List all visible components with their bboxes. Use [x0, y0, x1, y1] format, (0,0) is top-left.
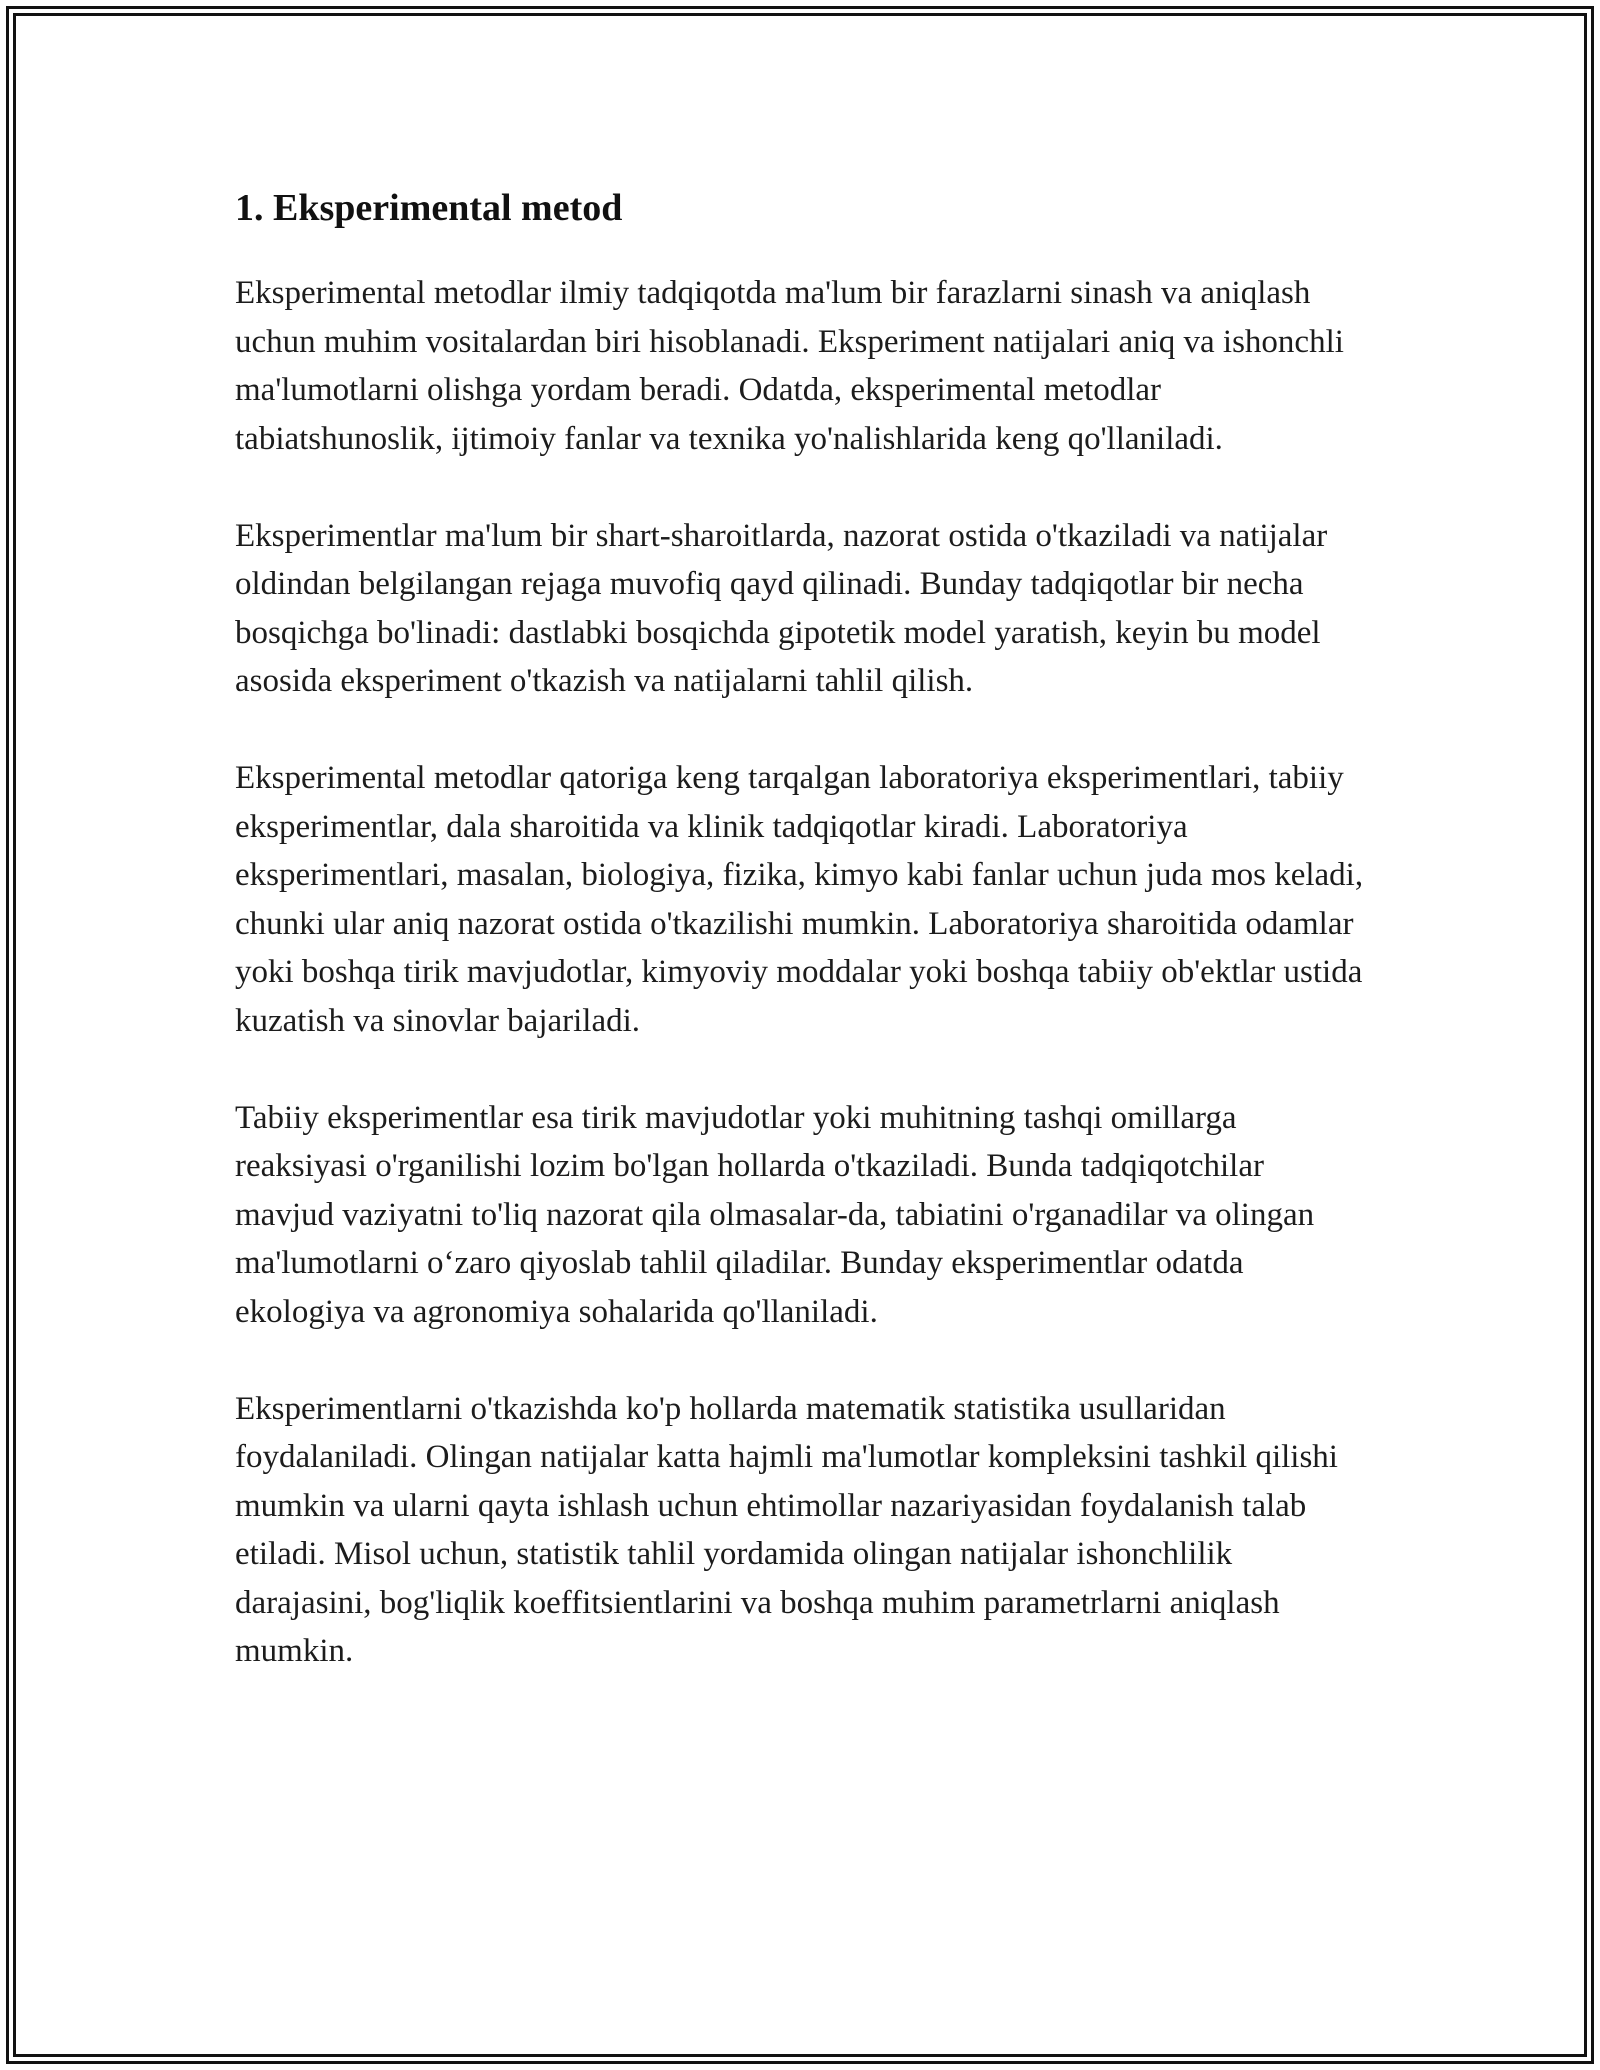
document-body: [235, 185, 1365, 1676]
paragraph-laboratory: Eksperimental metodlar qatoriga keng tarqalgan laboratoriya eksperimentlari, tabiiy eksperimentlar, dala sharoitida va klinik tadqiqotlar kiradi. Laboratoriya eksperimentlari, masalan, biologiya, fizika, kimyo kabi fanlar uchun juda mos keladi, chunki ular aniq nazorat ostida o'tkazilishi mumkin. Laboratoriya sharoitida odamlar yoki boshqa tirik mavjudotlar, kimyoviy moddalar yoki boshqa tabiiy ob'ektlar ustida kuzatish va sinovlar bajariladi.: [235, 760, 1364, 1039]
paragraph-natural: Tabiiy eksperimentlar esa tirik mavjudotlar yoki muhitning tashqi omillarga reaksiyasi o'rganilishi lozim bo'lgan hollarda o'tkaziladi. Bunda tadqiqotchilar mavjud vaziyatni to'liq nazorat qila olmasalar-da, tabiatini o'rganadilar va olingan ma'lumotlarni o‘zaro qiyoslab tahlil qiladilar. Bunday eksperimentlar odatda ekologiya va agronomiya sohalarida qo'llaniladi.: [235, 1099, 1315, 1330]
paragraph-conditions: Eksperimentlar ma'lum bir shart-sharoitlarda, nazorat ostida o'tkaziladi va natijalar oldindan belgilangan rejaga muvofiq qayd qilinadi. Bunday tadqiqotlar bir necha bosqichga bo'linadi: dastlabki bosqichda gipotetik model yaratish, keyin bu model asosida eksperiment o'tkazish va natijalarni tahlil qilish.: [235, 517, 1328, 699]
paragraph-statistics: Eksperimentlarni o'tkazishda ko'p hollarda matematik statistika usullaridan foydalaniladi. Olingan natijalar katta hajmli ma'lumotlar kompleksini tashkil qilishi mumkin va ularni qayta ishlash uchun ehtimollar nazariyasidan foydalanish talab etiladi. Misol uchun, statistik tahlil yordamida olingan natijalar ishonchlilik darajasini, bog'liqlik koeffitsientlarini va boshqa muhim parametrlarni aniqlash mumkin.: [235, 1390, 1338, 1669]
section-heading: 1. Eksperimental metod: [235, 187, 623, 229]
paragraph-intro: Eksperimental metodlar ilmiy tadqiqotda ma'lum bir farazlarni sinash va aniqlash uchun muhim vositalardan biri hisoblanadi. Eksperiment natijalari aniq va ishonchli ma'lumotlarni olishga yordam beradi. Odatda, eksperimental metodlar tabiatshunoslik, ijtimoiy fanlar va texnika yo'nalishlarida keng qo'llaniladi.: [235, 275, 1344, 457]
